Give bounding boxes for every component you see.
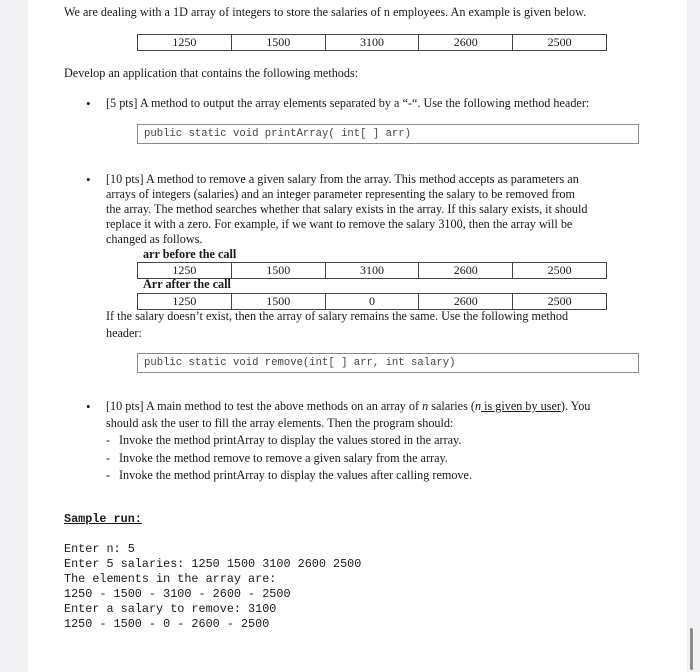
example-cell: 2600	[419, 35, 513, 51]
bullet3-line2: should ask the user to fill the array elements. Then the program should:	[106, 416, 454, 430]
dash-marker: -	[106, 468, 111, 482]
bullet3-line1	[106, 399, 590, 415]
bullet2-line: changed as follows.	[106, 232, 203, 246]
example-cell: 1250	[138, 35, 232, 51]
sample-line: Enter a salary to remove: 3100	[64, 602, 277, 616]
sub-item: Invoke the method printArray to display the values after calling remove.	[119, 468, 472, 482]
print-array-header-code: public static void printArray( int[ ] arr)	[137, 124, 639, 144]
dash-marker: -	[106, 451, 111, 465]
bullet3-text: ). You	[560, 399, 591, 413]
before-cell: 3100	[325, 263, 419, 279]
bullet3-var: n	[422, 399, 429, 413]
after-cell: 0	[325, 294, 419, 310]
sample-run-title: Sample run:	[64, 512, 142, 526]
bullet2-note: header:	[106, 326, 142, 340]
example-cell: 1500	[231, 35, 325, 51]
before-cell: 1500	[231, 263, 325, 279]
bullet2-line: the array. The method searches whether that salary exists in the array. If this salary exists, it should	[106, 202, 588, 216]
before-label: arr before the call	[143, 247, 237, 261]
bullet3-text: [10 pts] A main method to test the above methods on an array of	[106, 399, 423, 413]
bullet2-line: replace it with a zero. For example, if we want to remove the salary 3100, then the array will be	[106, 217, 573, 231]
after-cell: 2500	[513, 294, 607, 310]
sample-line: The elements in the array are:	[64, 572, 277, 586]
bullet-dot: •	[86, 172, 91, 187]
dash-marker: -	[106, 433, 111, 447]
after-cell: 1250	[138, 294, 232, 310]
after-cell: 1500	[231, 294, 325, 310]
sub-item: Invoke the method printArray to display the values stored in the array.	[119, 433, 462, 447]
sample-line: 1250 - 1500 - 3100 - 2600 - 2500	[64, 587, 291, 601]
bullet3-var: n	[474, 399, 482, 413]
example-cell: 3100	[325, 35, 419, 51]
sample-line: Enter n: 5	[64, 542, 135, 556]
bullet2-note: If the salary doesn’t exist, then the array of salary remains the same. Use the following method	[106, 309, 569, 323]
bullet3-underlined: is given by user	[481, 399, 561, 413]
develop-text: Develop an application that contains the following methods:	[64, 66, 359, 80]
sub-item: Invoke the method remove to remove a given salary from the array.	[119, 451, 448, 465]
bullet2-line: [10 pts] A method to remove a given salary from the array. This method accepts as parameters an	[106, 172, 579, 186]
bullet-dot: •	[86, 96, 91, 111]
after-array-table	[137, 293, 607, 310]
intro-text: We are dealing with a 1D array of integers to store the salaries of n employees. An example is given below.	[64, 5, 587, 19]
sample-line: 1250 - 1500 - 0 - 2600 - 2500	[64, 617, 270, 631]
before-cell: 2500	[513, 263, 607, 279]
example-cell: 2500	[513, 35, 607, 51]
remove-header-code: public static void remove(int[ ] arr, int salary)	[137, 353, 639, 373]
after-cell: 2600	[419, 294, 513, 310]
example-array-table	[137, 34, 607, 51]
bullet3-text: salaries (	[428, 399, 475, 413]
bullet2-line: arrays of integers (salaries) and an integer parameter representing the salary to be removed from	[106, 187, 576, 201]
bullet1-text: [5 pts] A method to output the array elements separated by a “-“. Use the following method header:	[106, 96, 590, 110]
scrollbar-thumb[interactable]	[690, 628, 693, 670]
after-label: Arr after the call	[143, 277, 231, 291]
bullet-dot: •	[86, 399, 91, 414]
before-cell: 1250	[138, 263, 232, 279]
before-cell: 2600	[419, 263, 513, 279]
sample-line: Enter 5 salaries: 1250 1500 3100 2600 2500	[64, 557, 362, 571]
